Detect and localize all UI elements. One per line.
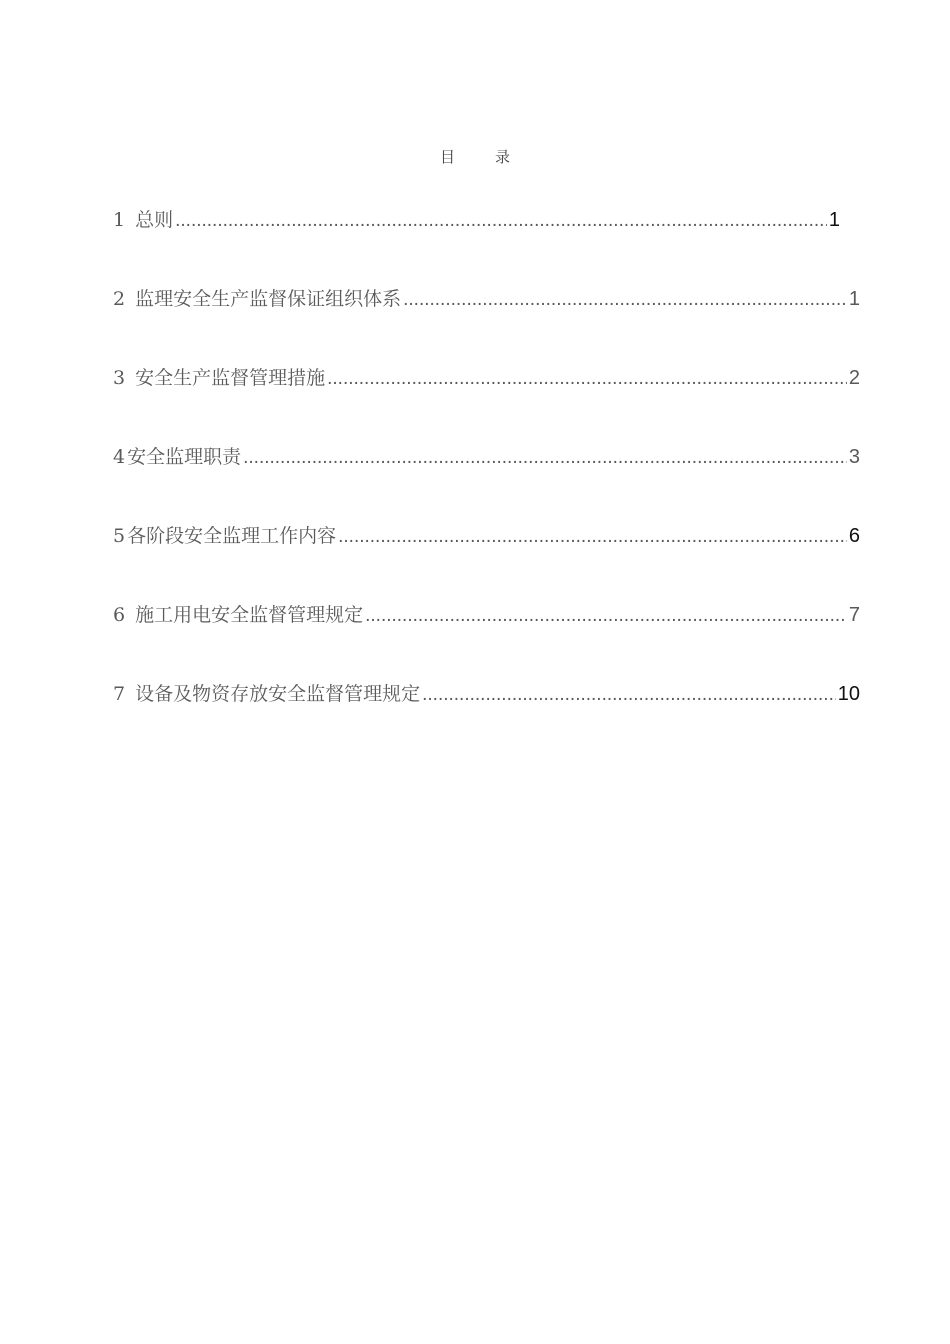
- toc-entry[interactable]: [113, 520, 860, 599]
- toc-entry-label: [113, 204, 173, 236]
- dot-leader: [327, 363, 847, 395]
- toc-entry-text: 各阶段安全监理工作内容: [127, 525, 337, 547]
- toc-entry-label: [113, 678, 420, 710]
- toc-entry-text: 总则: [135, 209, 174, 231]
- toc-entry-text: 设备及物资存放安全监督管理规定: [135, 683, 421, 705]
- toc-entry-label: [113, 520, 336, 552]
- toc-entry-label: [113, 599, 363, 631]
- toc-entry-number: 4: [113, 446, 126, 468]
- toc-entry[interactable]: [113, 441, 860, 520]
- toc-title: 目录: [439, 148, 550, 166]
- dot-leader: [422, 679, 836, 711]
- dot-leader: [338, 521, 847, 553]
- toc-entry-label: [113, 362, 325, 394]
- toc-entry[interactable]: [113, 362, 860, 441]
- toc-entry-text: 施工用电安全监督管理规定: [135, 604, 364, 626]
- toc-entry-label: [113, 283, 401, 315]
- toc-entry-number: 2: [113, 288, 126, 310]
- toc-page-number: 3: [848, 446, 860, 468]
- toc-entry-text: 安全监理职责: [127, 446, 242, 468]
- toc-entry[interactable]: [113, 599, 860, 678]
- toc-page-number: 10: [837, 683, 860, 705]
- toc-entry-number: 5: [113, 525, 126, 547]
- toc-page-number: 6: [848, 525, 860, 547]
- toc-entry-number: 7: [113, 683, 126, 705]
- toc-page-number: 7: [848, 604, 860, 626]
- toc-entry-number: 1: [113, 209, 126, 231]
- toc-page-number: 2: [848, 367, 860, 389]
- toc-page-number: 1: [848, 288, 860, 310]
- toc-entry[interactable]: [113, 204, 840, 283]
- toc-entry-label: [113, 441, 241, 473]
- table-of-contents: [113, 204, 860, 757]
- toc-page-number: 1: [828, 209, 840, 231]
- toc-entry[interactable]: [113, 283, 860, 362]
- dot-leader: [243, 442, 847, 474]
- toc-entry-text: 安全生产监督管理措施: [135, 367, 326, 389]
- toc-entry-number: 3: [113, 367, 126, 389]
- dot-leader: [365, 600, 847, 632]
- toc-entry-text: 监理安全生产监督保证组织体系: [135, 288, 402, 310]
- dot-leader: [175, 205, 827, 237]
- toc-entry[interactable]: [113, 678, 860, 757]
- toc-entry-number: 6: [113, 604, 126, 626]
- dot-leader: [403, 284, 847, 316]
